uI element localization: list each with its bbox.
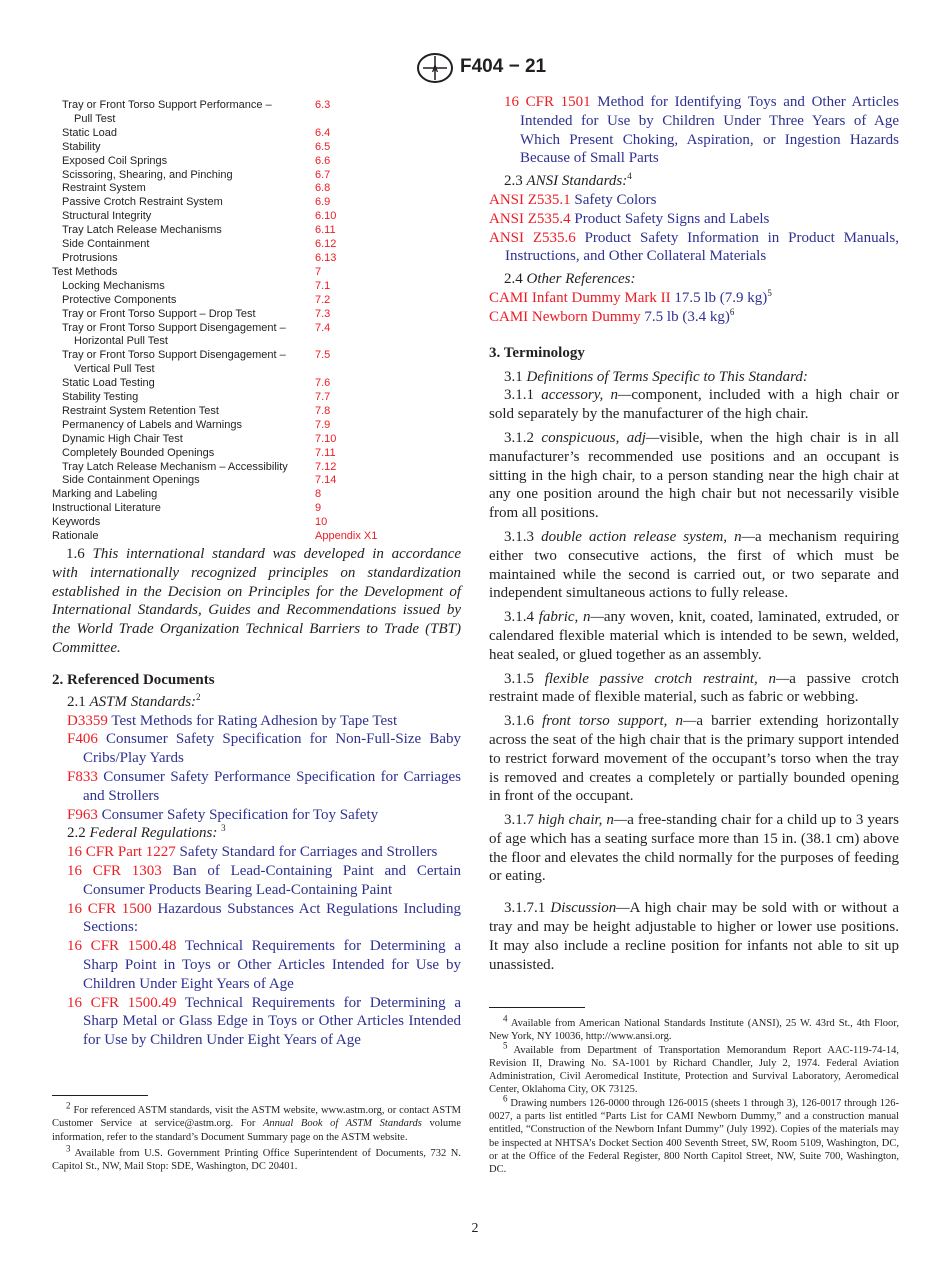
toc-entry-section[interactable]: 7.11 bbox=[315, 446, 336, 459]
toc-entry bbox=[52, 308, 392, 322]
toc-entry-section[interactable]: 6.7 bbox=[315, 168, 331, 181]
toc-entry bbox=[52, 516, 392, 530]
section-number: 2.3 bbox=[504, 173, 523, 190]
reference-item bbox=[52, 900, 461, 938]
toc-entry-title: Horizontal Pull Test bbox=[74, 335, 168, 348]
section-number: 2.2 bbox=[67, 825, 86, 842]
section-number: 3.1 bbox=[504, 368, 523, 385]
definition-term: high chair, n— bbox=[538, 812, 628, 829]
toc-entry-title: Instructional Literature bbox=[52, 502, 161, 515]
toc-entry-section[interactable]: 7.1 bbox=[315, 279, 331, 292]
reference-title[interactable]: Safety Standard for Carriages and Strollers bbox=[179, 844, 438, 861]
toc-entry-section[interactable]: 7.6 bbox=[315, 377, 331, 390]
paragraph-text: This international standard was developed in accordance with internationally recognized principles on standardization established in the Decision on Principles for the Development of International Standards, Guides and Recommendations issued by the World Trade Organization Technical Barriers to Trade (TBT) Committee. bbox=[52, 546, 462, 656]
left-footnotes bbox=[52, 1100, 462, 1173]
toc-entry bbox=[52, 461, 392, 475]
definition-number: 3.1.4 bbox=[504, 609, 534, 626]
toc-entry-section[interactable]: 7.4 bbox=[315, 321, 331, 334]
definition-term: flexible passive crotch restraint, n— bbox=[544, 670, 790, 687]
subsection-label: ASTM Standards: bbox=[89, 693, 197, 710]
toc-entry-section[interactable]: 7.8 bbox=[315, 404, 331, 417]
definition-number: 3.1.7.1 bbox=[504, 900, 546, 917]
table-of-contents bbox=[52, 99, 392, 544]
toc-entry-section[interactable]: 7.14 bbox=[315, 474, 337, 487]
toc-entry-title: Restraint System bbox=[62, 182, 146, 195]
toc-entry-section[interactable]: Appendix X1 bbox=[315, 530, 378, 543]
footnote-rule bbox=[489, 1007, 585, 1008]
reference-code[interactable]: ANSI Z535.6 bbox=[489, 229, 576, 246]
toc-entry-title: Protrusions bbox=[62, 251, 118, 264]
definition-term: front torso support, n— bbox=[542, 713, 697, 730]
reference-item bbox=[52, 730, 461, 768]
reference-code[interactable]: F963 bbox=[67, 806, 98, 823]
footnote-number: 3 bbox=[66, 1143, 71, 1154]
definition-term: accessory, n— bbox=[541, 387, 632, 404]
toc-entry bbox=[52, 322, 392, 336]
definition-term: double action release system, n— bbox=[541, 528, 755, 545]
definition-text: a mechanism requiring either two consecutive actions, the first of which must be maintained while the second is carried out, or two separate and independent simultaneous actions to fully release. bbox=[489, 528, 899, 602]
toc-entry-section[interactable]: 6.12 bbox=[315, 238, 337, 251]
toc-entry-section[interactable]: 6.6 bbox=[315, 154, 331, 167]
toc-entry-title: Protective Components bbox=[62, 293, 177, 306]
reference-item bbox=[52, 843, 461, 862]
toc-entry-title: Marking and Labeling bbox=[52, 488, 158, 501]
footnote-number: 6 bbox=[503, 1093, 508, 1104]
section-heading-referenced-documents: 2. Referenced Documents bbox=[52, 671, 215, 688]
federal-reference-list bbox=[52, 843, 461, 1050]
toc-entry-title: Keywords bbox=[52, 516, 101, 529]
footnote-text: Available from U.S. Government Printing Office Superintendent of Documents, 732 N. Capitol St., NW, Mail Stop: SDE, Washington, DC 20401. bbox=[52, 1147, 461, 1173]
toc-entry bbox=[52, 113, 392, 127]
reference-item bbox=[489, 289, 899, 308]
footnote-ref: 5 bbox=[767, 287, 772, 298]
toc-entry-section[interactable]: 6.8 bbox=[315, 182, 331, 195]
toc-entry bbox=[52, 210, 392, 224]
subsection-3-1 bbox=[489, 368, 899, 387]
toc-entry-title: Permanency of Labels and Warnings bbox=[62, 418, 242, 431]
toc-entry-title: Static Load Testing bbox=[62, 377, 155, 390]
footnote-number: 2 bbox=[66, 1100, 71, 1111]
toc-entry-title: Restraint System Retention Test bbox=[62, 404, 219, 417]
toc-entry-section[interactable]: 7 bbox=[315, 265, 322, 278]
reference-title[interactable]: Safety Colors bbox=[574, 191, 657, 208]
reference-title[interactable]: Product Safety Signs and Labels bbox=[574, 210, 770, 227]
toc-entry bbox=[52, 433, 392, 447]
reference-item bbox=[52, 937, 461, 993]
reference-code[interactable]: D3359 bbox=[67, 712, 108, 729]
toc-entry-title: Exposed Coil Springs bbox=[62, 154, 168, 167]
reference-item bbox=[52, 994, 461, 1050]
definitions-list bbox=[489, 386, 899, 974]
footnote-rule bbox=[52, 1095, 148, 1096]
reference-code[interactable]: 16 CFR Part 1227 bbox=[67, 844, 176, 861]
toc-entry bbox=[52, 377, 392, 391]
subsection-2-1 bbox=[52, 693, 461, 712]
toc-entry-title: Tray or Front Torso Support Performance – bbox=[62, 99, 272, 111]
section-heading-terminology: 3. Terminology bbox=[489, 344, 585, 361]
footnote-number: 4 bbox=[503, 1013, 508, 1024]
reference-code[interactable]: 16 CFR 1500.49 bbox=[67, 994, 177, 1011]
definition-number: 3.1.2 bbox=[504, 429, 534, 446]
footnote-italic: Annual Book of ASTM Standards bbox=[262, 1118, 422, 1130]
toc-entry-section[interactable]: 7.12 bbox=[315, 460, 337, 473]
right-column bbox=[489, 93, 899, 974]
definition-term: conspicuous, adj— bbox=[541, 429, 660, 446]
reference-title[interactable]: 7.5 lb (3.4 kg) bbox=[644, 308, 730, 325]
reference-item bbox=[489, 210, 899, 229]
definition-text: a free-standing chair for a child up to 3 years of age which has a seating surface more than 15 in. (38.1 cm) above the floor and elevates the child normally for the purposes of feeding or eating. bbox=[489, 812, 899, 885]
footnote-5 bbox=[489, 1040, 899, 1097]
footnote-text: Available from Department of Transportation Memorandum Report AAC-119-74-14, Revision II, Drawing No. SA-1001 by Richard Chandler, July 2, 1974. Federal Aviation Administration, Civil Aeromedical Institute, Protection and Survival Laboratory, Aeromedical Center, Oklahoma City, OK 73125. bbox=[489, 1044, 899, 1096]
toc-entry-section[interactable]: 6.3 bbox=[315, 99, 331, 111]
toc-entry-title: Rationale bbox=[52, 530, 99, 543]
toc-entry-title: Passive Crotch Restraint System bbox=[62, 196, 223, 209]
toc-entry bbox=[52, 99, 392, 113]
definition-term: Discussion— bbox=[550, 900, 630, 917]
toc-entry bbox=[52, 447, 392, 461]
toc-entry bbox=[52, 419, 392, 433]
section-number: 2.1 bbox=[67, 693, 86, 710]
toc-entry-title: Stability Testing bbox=[62, 391, 139, 404]
footnote-4 bbox=[489, 1013, 899, 1044]
astm-logo-icon bbox=[415, 52, 455, 84]
subsection-label: ANSI Standards: bbox=[526, 173, 628, 190]
reference-title[interactable]: Product Safety Information in Product Manuals, Instructions, and Other Collateral Materials bbox=[505, 229, 900, 265]
reference-title[interactable]: Consumer Safety Performance Specification for Carriages and Strollers bbox=[83, 768, 461, 804]
other-reference-list bbox=[489, 289, 899, 327]
reference-code[interactable]: ANSI Z535.4 bbox=[489, 210, 571, 227]
subsection-label: Federal Regulations: bbox=[89, 825, 218, 842]
reference-title[interactable]: Test Methods for Rating Adhesion by Tape Test bbox=[111, 712, 398, 729]
definition-text: a barrier extending horizontally across the seat of the high chair that is the primary support intended to restrict forward movement of the occupant’s torso when the tray is removed and creates a completely or partially bounded opening in front of the occupant. bbox=[489, 713, 899, 805]
definition-number: 3.1.6 bbox=[504, 713, 534, 730]
definition-text: a passive crotch restraint made of flexible material, such as fabric or webbing. bbox=[489, 670, 899, 706]
toc-entry-section[interactable]: 7.10 bbox=[315, 432, 337, 445]
reference-item bbox=[52, 712, 461, 731]
reference-title[interactable]: Method for Identifying Toys and Other Articles Intended for Use by Children Under Three Years of Age Which Present Choking, Aspiration, or Ingestion Hazards Because of Small Parts bbox=[520, 94, 900, 167]
footnote-number: 5 bbox=[503, 1040, 508, 1051]
reference-code[interactable]: 16 CFR 1500 bbox=[67, 900, 152, 917]
toc-entry bbox=[52, 405, 392, 419]
toc-entry-section[interactable]: 6.11 bbox=[315, 224, 336, 237]
subsection-2-2 bbox=[52, 824, 461, 843]
footnote-2 bbox=[52, 1100, 462, 1144]
toc-entry bbox=[52, 280, 392, 294]
reference-item bbox=[52, 862, 461, 900]
footnote-ref: 2 bbox=[196, 691, 201, 702]
reference-title[interactable]: Consumer Safety Specification for Non-Full-Size Baby Cribs/Play Yards bbox=[83, 731, 462, 767]
toc-entry bbox=[52, 196, 392, 210]
svg-text:A: A bbox=[431, 64, 439, 74]
footnote-ref: 6 bbox=[729, 306, 735, 317]
reference-item bbox=[52, 806, 461, 825]
toc-entry-section[interactable]: 10 bbox=[315, 516, 328, 529]
toc-entry-title: Tray or Front Torso Support Disengagement – bbox=[62, 321, 286, 334]
definition-number: 3.1.3 bbox=[504, 528, 534, 545]
reference-title[interactable]: Technical Requirements for Determining a Sharp Metal or Glass Edge in Toys or Other Articles Intended for Use by Children Under Eight Years of Age bbox=[83, 994, 462, 1049]
reference-title[interactable]: Technical Requirements for Determining a Sharp Point in Toys or Other Articles Intended for Use by Children Under Eight Years of Age bbox=[83, 938, 462, 992]
definition-paragraph bbox=[489, 811, 899, 886]
toc-entry-title: Tray or Front Torso Support – Drop Test bbox=[62, 307, 256, 320]
toc-entry-title: Stability bbox=[62, 140, 101, 153]
footnote-6 bbox=[489, 1093, 899, 1177]
definition-paragraph bbox=[489, 429, 899, 523]
reference-code[interactable]: 16 CFR 1303 bbox=[67, 862, 162, 879]
toc-entry bbox=[52, 474, 392, 488]
definition-number: 3.1.1 bbox=[504, 387, 534, 404]
toc-entry-section[interactable]: 6.4 bbox=[315, 126, 331, 139]
toc-entry-section[interactable]: 7.7 bbox=[315, 391, 331, 404]
definition-paragraph bbox=[489, 608, 899, 664]
footnote-3 bbox=[52, 1143, 461, 1174]
toc-entry bbox=[52, 169, 392, 183]
document-designation: F404 − 21 bbox=[460, 56, 547, 77]
toc-entry-title: Side Containment Openings bbox=[62, 474, 200, 487]
toc-entry-section[interactable]: 6.9 bbox=[315, 196, 331, 209]
toc-entry bbox=[52, 335, 392, 349]
toc-entry-section[interactable]: 7.2 bbox=[315, 293, 331, 306]
reference-code[interactable]: CAMI Newborn Dummy bbox=[489, 308, 641, 325]
toc-entry-title: Tray Latch Release Mechanisms bbox=[62, 224, 222, 237]
right-footnotes bbox=[489, 1013, 899, 1177]
reference-item bbox=[489, 191, 899, 210]
definition-paragraph bbox=[489, 528, 899, 603]
subsection-label: Other References: bbox=[526, 271, 636, 288]
footnote-ref: 3 bbox=[221, 823, 226, 834]
definition-number: 3.1.5 bbox=[504, 670, 534, 687]
toc-entry bbox=[52, 363, 392, 377]
definition-paragraph bbox=[489, 712, 899, 806]
toc-entry-section[interactable]: 6.5 bbox=[315, 140, 331, 153]
reference-title[interactable]: Consumer Safety Specification for Toy Safety bbox=[101, 806, 379, 823]
section-number: 2.4 bbox=[504, 271, 523, 288]
reference-code[interactable]: ANSI Z535.1 bbox=[489, 191, 571, 208]
astm-reference-list bbox=[52, 712, 461, 825]
definition-text: any woven, knit, coated, laminated, extruded, or calendared flexible material which is intended to be sewn, welded, heat sealed, or glued together as an assembly. bbox=[489, 609, 900, 663]
definition-text: visible, when the high chair is in all manufacturer’s recommended use positions and an occupant is sitting in the high chair, to a person standing near the high chair at any one position around the high chair but not necessarily visible from all positions. bbox=[489, 429, 900, 522]
definition-number: 3.1.7 bbox=[504, 812, 534, 829]
toc-entry bbox=[52, 266, 392, 280]
toc-entry bbox=[52, 238, 392, 252]
toc-entry bbox=[52, 141, 392, 155]
footnote-text: Drawing numbers 126-0000 through 126-0015 (sheets 1 through 3), 126-0017 through 126-0027, a parts list entitled “Parts List for CAMI Newborn Dummy,” and a construction manual entitled, “Construction of the Newborn Infant Dummy” (July 1992). Copies of the materials may be inspected at NHTSA’s Docket Section 400 Seventh Street, SW, Room 5109, Washington, DC, or at the Office of the Federal Register, 800 North Capitol Street, NW, Suite 700, Washington, DC. bbox=[489, 1097, 899, 1176]
toc-entry-title: Locking Mechanisms bbox=[62, 279, 165, 292]
toc-entry-title: Tray Latch Release Mechanism – Accessibility bbox=[62, 460, 288, 473]
reference-item bbox=[52, 768, 461, 806]
toc-entry bbox=[52, 488, 392, 502]
left-column bbox=[52, 545, 461, 1050]
toc-entry-title: Pull Test bbox=[74, 112, 116, 125]
definition-paragraph bbox=[489, 386, 899, 424]
toc-entry bbox=[52, 391, 392, 405]
footnote-text: For referenced ASTM standards, visit the ASTM website, www.astm.org, or contact ASTM Customer Service at service@astm.org. For bbox=[52, 1105, 462, 1130]
subsection-label: Definitions of Terms Specific to This Standard: bbox=[526, 368, 808, 385]
reference-16-cfr-1501 bbox=[489, 93, 899, 168]
toc-entry-title: Completely Bounded Openings bbox=[62, 446, 215, 459]
toc-entry bbox=[52, 349, 392, 363]
definition-term: fabric, n— bbox=[538, 609, 604, 626]
toc-entry bbox=[52, 530, 392, 544]
definition-text: component, included with a high chair or sold separately by the manufacturer of the high chair. bbox=[489, 387, 900, 423]
toc-entry-title: Scissoring, Shearing, and Pinching bbox=[62, 168, 233, 181]
footnote-ref: 4 bbox=[627, 171, 632, 182]
reference-item bbox=[489, 308, 899, 327]
toc-entry bbox=[52, 502, 392, 516]
paragraph-1-6 bbox=[52, 545, 461, 658]
toc-entry-section[interactable]: 6.13 bbox=[315, 251, 337, 264]
toc-entry-section[interactable]: 6.10 bbox=[315, 210, 337, 223]
reference-code[interactable]: 16 CFR 1500.48 bbox=[67, 938, 177, 955]
toc-entry bbox=[52, 127, 392, 141]
toc-entry-section[interactable]: 9 bbox=[315, 502, 322, 515]
subsection-2-3 bbox=[489, 172, 899, 191]
toc-entry-title: Side Containment bbox=[62, 238, 150, 251]
toc-entry bbox=[52, 294, 392, 308]
reference-title[interactable]: Ban of Lead-Containing Paint and Certain Consumer Products Bearing Lead-Containing Paint bbox=[83, 862, 461, 898]
toc-entry bbox=[52, 252, 392, 266]
toc-entry-title: Test Methods bbox=[52, 265, 118, 278]
toc-entry bbox=[52, 224, 392, 238]
ansi-reference-list bbox=[489, 191, 899, 266]
section-number: 1.6 bbox=[66, 546, 85, 562]
toc-entry-title: Static Load bbox=[62, 126, 118, 139]
reference-code[interactable]: F406 bbox=[67, 731, 98, 748]
definition-text: A high chair may be sold with or without a tray and may be height adjustable to higher or lower use positions. It may also include a recline position for infants not able to sit up unassisted. bbox=[489, 900, 900, 973]
footnote-text: volume information, refer to the standard’s Document Summary page on the ASTM website. bbox=[52, 1118, 461, 1143]
subsection-2-4 bbox=[489, 270, 899, 289]
reference-item bbox=[489, 229, 899, 267]
toc-entry-title: Vertical Pull Test bbox=[74, 363, 155, 376]
reference-title[interactable]: 17.5 lb (7.9 kg) bbox=[674, 289, 768, 306]
reference-code[interactable]: CAMI Infant Dummy Mark II bbox=[489, 289, 671, 306]
toc-entry-section[interactable]: 8 bbox=[315, 488, 322, 501]
reference-code[interactable]: 16 CFR 1501 bbox=[504, 94, 591, 110]
toc-entry-section[interactable]: 7.9 bbox=[315, 418, 331, 431]
definition-paragraph bbox=[489, 899, 899, 974]
definition-paragraph bbox=[489, 670, 899, 708]
toc-entry-title: Structural Integrity bbox=[62, 210, 152, 223]
reference-code[interactable]: F833 bbox=[67, 768, 98, 785]
toc-entry-title: Dynamic High Chair Test bbox=[62, 432, 183, 445]
page-number: 2 bbox=[471, 1221, 479, 1236]
footnote-text: Available from American National Standards Institute (ANSI), 25 W. 43rd St., 4th Floor, New York, NY 10036, http://www.ansi.org. bbox=[489, 1018, 899, 1043]
toc-entry bbox=[52, 155, 392, 169]
toc-entry bbox=[52, 182, 392, 196]
toc-entry-section[interactable]: 7.5 bbox=[315, 349, 331, 362]
toc-entry-title: Tray or Front Torso Support Disengagement – bbox=[62, 349, 286, 362]
toc-entry-section[interactable]: 7.3 bbox=[315, 307, 331, 320]
reference-title[interactable]: Hazardous Substances Act Regulations Including Sections: bbox=[83, 900, 462, 936]
